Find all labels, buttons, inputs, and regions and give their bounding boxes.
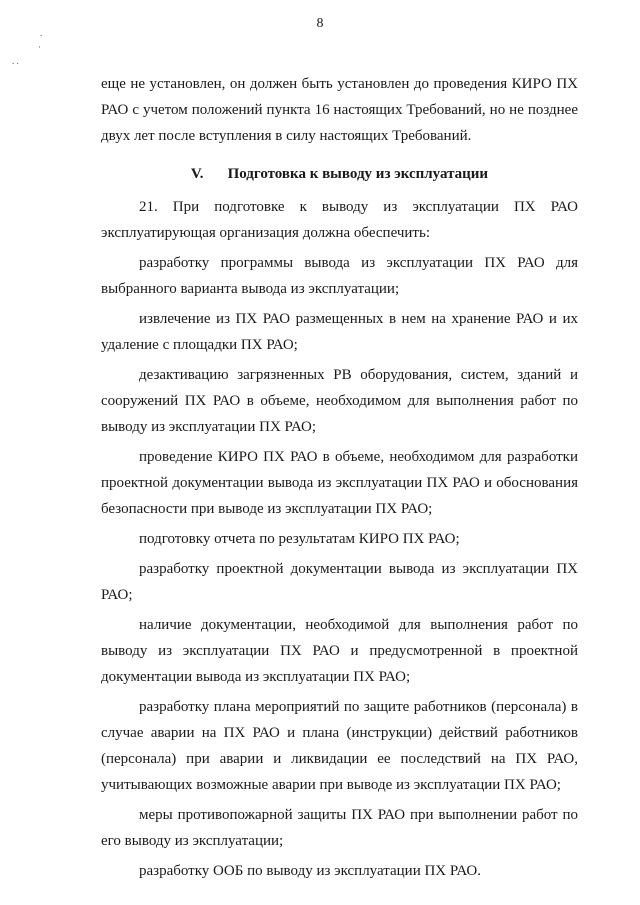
section-title: Подготовка к выводу из эксплуатации <box>227 166 489 182</box>
continuation-paragraph: еще не установлен, он должен быть установлен до проведения КИРО ПХ РАО с учетом положений пункта 16 настоящих Требований, но не позднее двух лет после вступления в силу настоящих Требований. <box>101 76 578 144</box>
list-item-decontamination: дезактивацию загрязненных РВ оборудования, систем, зданий и сооружений ПХ РАО в объеме, необходимом для выполнения работ по выводу из эксплуатации ПХ РАО; <box>101 367 578 435</box>
page-number: 8 <box>316 16 324 31</box>
speck-2: · <box>38 42 41 52</box>
list-item-fire-protection: меры противопожарной защиты ПХ РАО при выполнении работ по его выводу из эксплуатации; <box>101 807 578 849</box>
list-item-emergency-plan: разработку плана мероприятий по защите работников (персонала) в случае аварии на ПХ РАО и плана (инструкции) действий работников (персонала) при аварии и ликвидации ее последствий на ПХ РАО, учитывающих возможные аварии при выводе из эксплуатации ПХ РАО; <box>101 699 578 793</box>
list-item-kiro: проведение КИРО ПХ РАО в объеме, необходимом для разработки проектной документации вывода из эксплуатации ПХ РАО и обоснования безопасности при выводе из эксплуатации ПХ РАО; <box>101 449 578 517</box>
list-item-program: разработку программы вывода из эксплуатации ПХ РАО для выбранного варианта вывода из эксплуатации; <box>101 255 578 297</box>
speck-1: . <box>40 28 43 38</box>
list-item-report: подготовку отчета по результатам КИРО ПХ РАО; <box>139 531 460 547</box>
list-item-design-docs: разработку проектной документации вывода из эксплуатации ПХ РАО; <box>101 561 578 603</box>
paragraph-21: 21. При подготовке к выводу из эксплуатации ПХ РАО эксплуатирующая организация должна обеспечить: <box>101 199 578 241</box>
list-item-documentation: наличие документации, необходимой для выполнения работ по выводу из эксплуатации ПХ РАО и предусмотренной в проектной документации вывода из эксплуатации ПХ РАО; <box>101 617 578 685</box>
list-item-oob: разработку ООБ по выводу из эксплуатации ПХ РАО. <box>139 863 481 879</box>
section-number: V. <box>190 166 204 182</box>
document-body <box>101 71 578 888</box>
section-heading <box>101 163 578 185</box>
scan-specks <box>12 26 42 68</box>
list-item-extraction: извлечение из ПХ РАО размещенных в нем на хранение РАО и их удаление с площадки ПХ РАО; <box>101 311 578 353</box>
speck-3: . . <box>12 56 19 66</box>
